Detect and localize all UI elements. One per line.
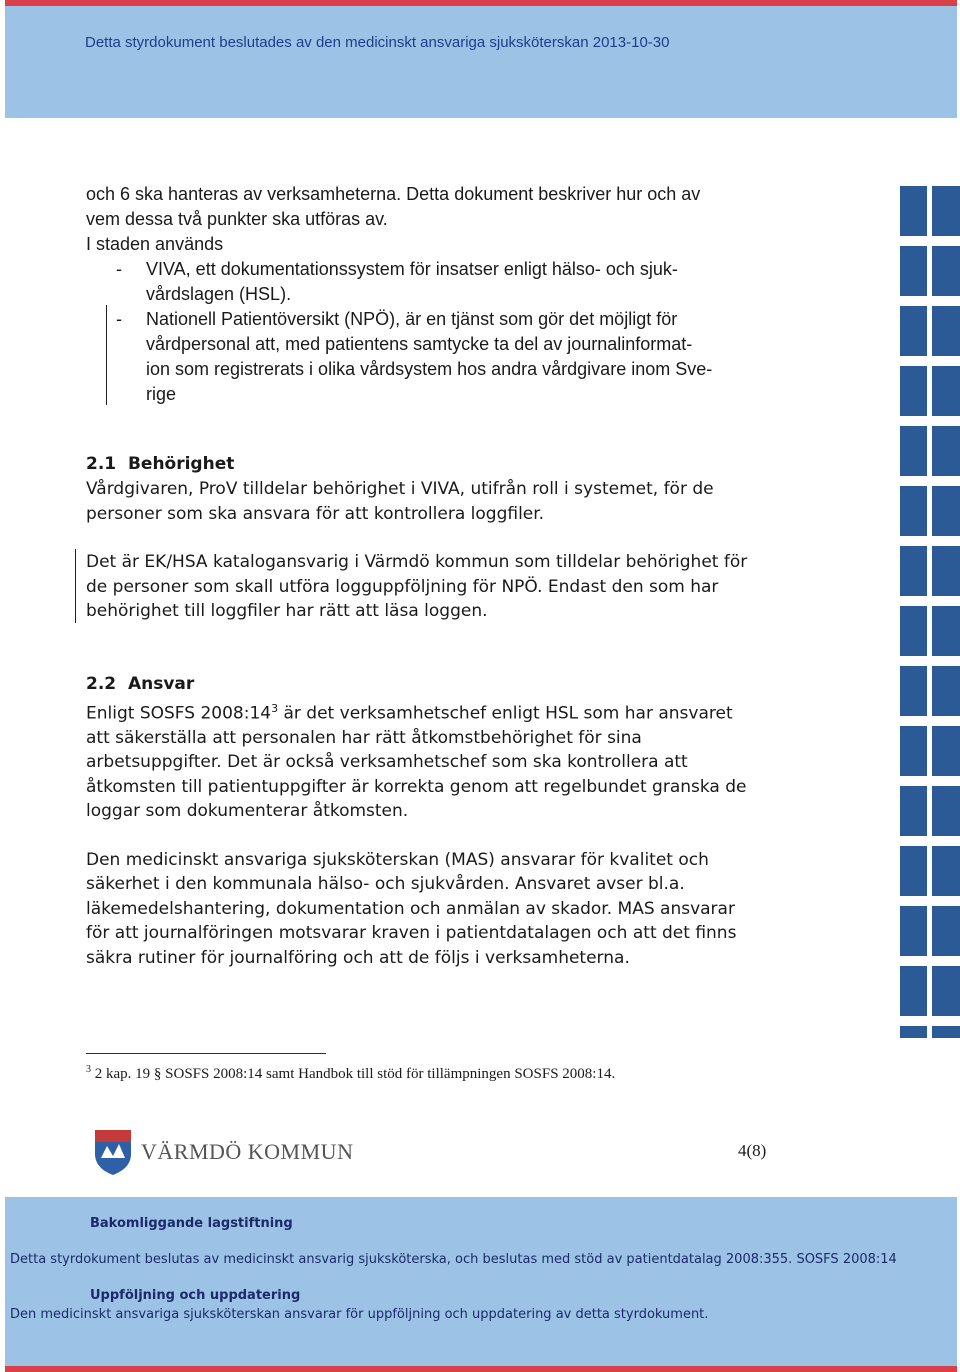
paragraph-line: arbetsuppgifter. Det är också verksamhetschef som ska kontrollera att	[86, 752, 688, 773]
list-item	[86, 307, 786, 407]
paragraph-line: Den medicinskt ansvariga sjuksköterskan (MAS) ansvarar för kvalitet och	[86, 849, 709, 870]
intro-line: I staden används	[86, 234, 224, 254]
intro-line: och 6 ska hanteras av verksamheterna. Detta dokument beskriver hur och av	[86, 184, 701, 204]
section-heading: 2.2 Ansvar	[86, 673, 195, 694]
decorative-stripe	[900, 186, 960, 1038]
intro-line: vem dessa två punkter ska utföras av.	[86, 209, 388, 229]
paragraph-line: åtkomsten till patientuppgifter är korrekta genom att regelbundet granska de	[86, 776, 747, 797]
header-note: Detta styrdokument beslutades av den medicinskt ansvariga sjuksköterskan 2013-10-30	[85, 34, 670, 51]
footnote	[86, 1064, 615, 1083]
text-span: Enligt SOSFS 2008:14	[86, 703, 272, 724]
text-span: är det verksamhetschef enligt HSL som har ansvaret	[278, 703, 733, 724]
paragraph-line: Vårdgivaren, ProV tilldelar behörighet i VIVA, utifrån roll i systemet, för de	[86, 479, 714, 499]
logo-text: VÄRMDÖ KOMMUN	[141, 1139, 354, 1164]
section-heading: 2.1 Behörighet	[86, 454, 235, 474]
footer-title: Uppföljning och uppdatering	[90, 1288, 301, 1303]
change-bar	[75, 549, 76, 623]
paragraph-line: loggar som dokumenterar åtkomsten.	[86, 801, 409, 822]
paragraph-line: behörighet till loggfiler har rätt att läsa loggen.	[86, 601, 488, 621]
footnote-ref[interactable]: 3	[271, 701, 279, 715]
page-number: 4(8)	[738, 1141, 767, 1160]
varmdo-crest-icon	[93, 1128, 133, 1176]
footnote-number: 3	[86, 1064, 91, 1075]
paragraph-line: för att journalföringen motsvarar kraven i patientdatalagen och att det finns	[86, 923, 737, 944]
document-body	[86, 182, 786, 970]
paragraph-line: säkerhet i den kommunala hälso- och sjukvården. Ansvaret avser bl.a.	[86, 874, 685, 895]
list-line: Nationell Patientöversikt (NPÖ), är en tjänst som gör det möjligt för	[146, 309, 678, 329]
list-line: vårdpersonal att, med patientens samtycke ta del av journalinformat-	[146, 334, 693, 354]
list-line: vårdslagen (HSL).	[146, 284, 292, 304]
paragraph-line: personer som ska ansvara för att kontrollera loggfiler.	[86, 503, 545, 524]
list-item	[86, 257, 786, 307]
footer-banner	[5, 1197, 957, 1372]
paragraph-line: Det är EK/HSA katalogansvarig i Värmdö kommun som tilldelar behörighet för	[86, 552, 748, 572]
list-dash: -	[116, 259, 122, 279]
footer-title: Bakomliggande lagstiftning	[90, 1216, 293, 1231]
footer-text: Detta styrdokument beslutas av medicinskt ansvarig sjuksköterska, och beslutas med stöd av patientdatalag 2008:355. SOSFS 2008:14	[10, 1252, 897, 1267]
paragraph-line: de personer som skall utföra logguppföljning för NPÖ. Endast den som har	[86, 576, 719, 597]
list-line: ion som registrerats i olika vårdsystem hos andra vårdgivare inom Sve-	[146, 359, 713, 379]
header-banner	[5, 0, 957, 118]
municipality-logo	[93, 1128, 353, 1176]
footer-text: Den medicinskt ansvariga sjuksköterskan ansvarar för uppföljning och uppdatering av detta styrdokument.	[10, 1307, 709, 1322]
paragraph-line: att säkerställa att personalen har rätt åtkomstbehörighet för sina	[86, 727, 642, 748]
list-dash: -	[116, 309, 122, 329]
list-line: rige	[146, 384, 177, 404]
footnote-text: 2 kap. 19 § SOSFS 2008:14 samt Handbok till stöd för tillämpningen SOSFS 2008:14.	[91, 1066, 616, 1082]
footnote-rule	[86, 1053, 326, 1054]
paragraph-line: säkra rutiner för journalföring och att de följs i verksamheterna.	[86, 947, 630, 968]
paragraph-line: läkemedelshantering, dokumentation och anmälan av skador. MAS ansvarar	[86, 898, 735, 919]
list-line: VIVA, ett dokumentationssystem för insatser enligt hälso- och sjuk-	[146, 259, 678, 279]
paragraph-line	[86, 697, 786, 726]
